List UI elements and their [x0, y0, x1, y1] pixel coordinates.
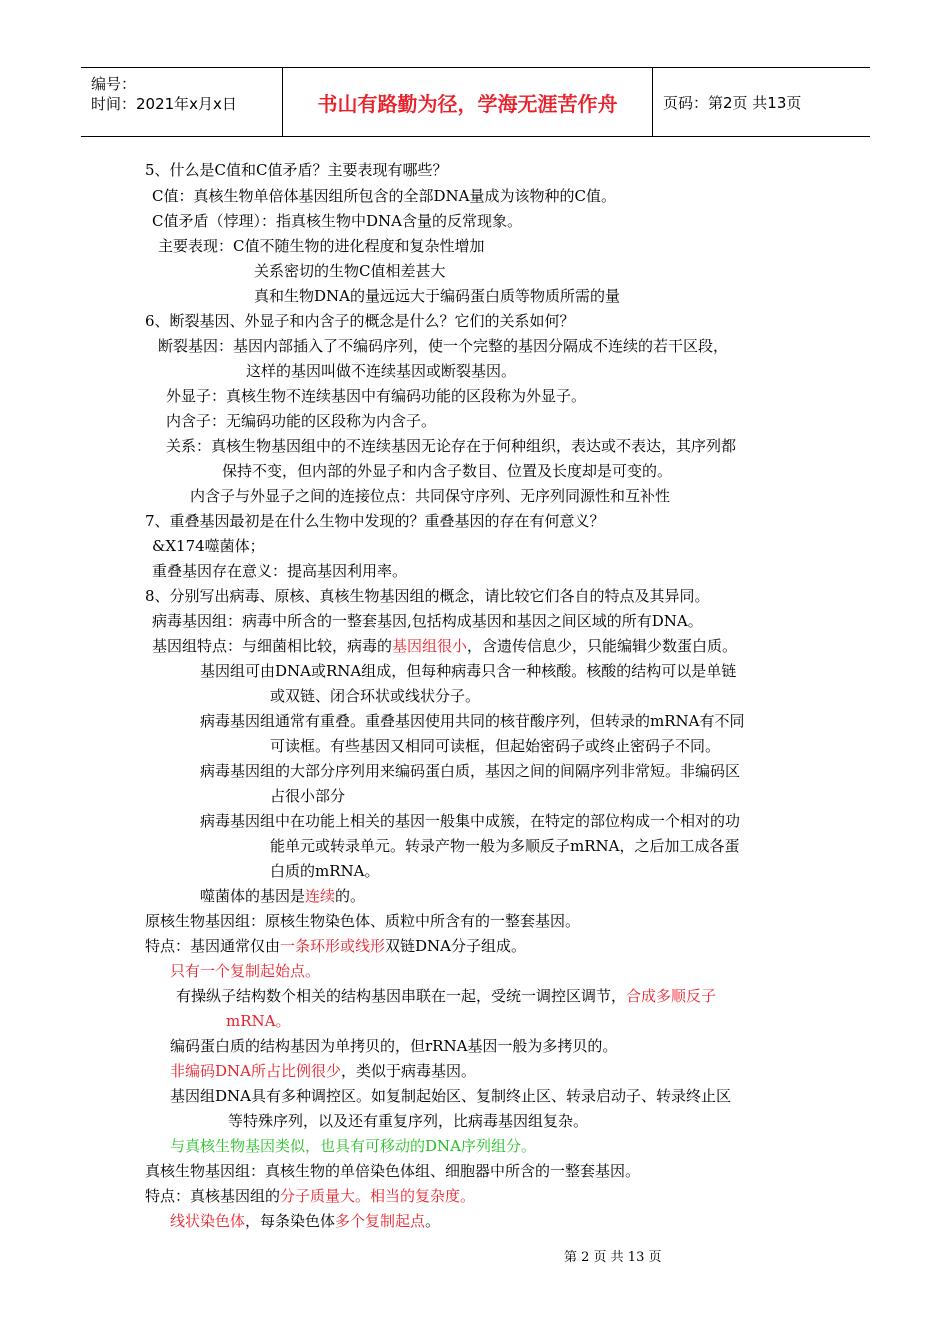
text-run: 7、重叠基因最初是在什么生物中发现的？重叠基因的存在有何意义？ [145, 512, 605, 530]
text-line [152, 611, 703, 631]
text-line [152, 636, 737, 656]
text-line [152, 561, 407, 581]
text-line [170, 1036, 617, 1056]
text-run: 的。 [335, 887, 366, 905]
text-line [222, 461, 672, 481]
text-run: C值：真核生物单倍体基因组所包含的全部DNA量成为该物种的C值。 [152, 187, 616, 205]
text-line [145, 586, 710, 606]
text-run: 特点：基因通常仅由 [145, 937, 281, 955]
text-run: 等特殊序列，以及还有重复序列，比病毒基因组复杂。 [228, 1112, 589, 1130]
text-run: ，含遗传信息少，只能编辑少数蛋白质。 [467, 637, 738, 655]
document-number-label: 编号： [91, 75, 137, 93]
text-run: 基因组DNA具有多种调控区。如复制起始区、复制终止区、转录启动子、转录终止区 [170, 1087, 731, 1105]
text-line [145, 936, 526, 956]
text-run: 外显子：真核生物不连续基因中有编码功能的区段称为外显子。 [166, 387, 587, 405]
text-run: 5、什么是C值和C值矛盾？主要表现有哪些？ [145, 161, 448, 179]
text-line [145, 160, 448, 180]
text-run: 有操纵子结构数个相关的结构基因串联在一起，受统一调控区调节， [176, 987, 627, 1005]
page-header [81, 67, 870, 137]
text-run: 保持不变，但内部的外显子和内含子数目、位置及长度却是可变的。 [222, 462, 673, 480]
text-line [170, 1136, 536, 1156]
text-run: 噬菌体的基因是 [200, 887, 306, 905]
text-run: 基因组可由DNA或RNA组成，但每种病毒只含一种核酸。核酸的结构可以是单链 [200, 662, 737, 680]
text-run: 分子质量大。相当的复杂度。 [280, 1187, 476, 1205]
text-line [166, 436, 736, 456]
text-run: 关系：真核生物基因组中的不连续基因无论存在于何种组织，表达或不表达，其序列都 [166, 437, 737, 455]
text-run: &X174噬菌体； [152, 537, 265, 555]
header-meta [81, 68, 283, 136]
text-run: 双链DNA分子组成。 [385, 937, 527, 955]
text-line [246, 361, 516, 381]
text-line [158, 236, 484, 256]
text-run: 白质的mRNA。 [270, 862, 380, 880]
text-line [166, 411, 436, 431]
header-motto: 书山有路勤为径，学海无涯苦作舟 [283, 68, 653, 136]
text-run: 只有一个复制起始点。 [170, 962, 321, 980]
text-run: 病毒基因组的大部分序列用来编码蛋白质，基因之间的间隔序列非常短。非编码区 [200, 762, 741, 780]
text-run: 关系密切的生物C值相差甚大 [254, 262, 446, 280]
text-line [145, 1186, 475, 1206]
text-run: 线状染色体 [170, 1212, 246, 1230]
text-run: 内含子与外显子之间的连接位点：共同保守序列、无序列同源性和互补性 [190, 487, 671, 505]
text-run: ，每条染色体 [245, 1212, 336, 1230]
text-run: 一条环形或线形 [280, 937, 386, 955]
text-run: 6、断裂基因、外显子和内含子的概念是什么？它们的关系如何？ [145, 312, 575, 330]
text-run: 可读框。有些基因又相同可读框，但起始密码子或终止密码子不同。 [270, 737, 721, 755]
text-line [170, 1086, 731, 1106]
text-line [170, 1061, 476, 1081]
text-line [200, 811, 740, 831]
text-line [170, 1211, 440, 1231]
text-run: 原核生物基因组：原核生物染色体、质粒中所含有的一整套基因。 [145, 912, 581, 930]
text-line [145, 1161, 640, 1181]
text-line [200, 886, 365, 906]
text-run: 病毒基因组通常有重叠。重叠基因使用共同的核苷酸序列，但转录的mRNA有不同 [200, 712, 745, 730]
text-run: 编码蛋白质的结构基因为单拷贝的，但rRNA基因一般为多拷贝的。 [170, 1037, 618, 1055]
text-run: 病毒基因组中在功能上相关的基因一般集中成簇，在特定的部位构成一个相对的功 [200, 812, 741, 830]
text-run: 占很小部分 [270, 787, 346, 805]
text-run: ，类似于病毒基因。 [341, 1062, 477, 1080]
text-run: 主要表现：C值不随生物的进化程度和复杂性增加 [158, 237, 485, 255]
text-line [270, 686, 480, 706]
text-run: 断裂基因：基因内部插入了不编码序列，使一个完整的基因分隔成不连续的若干区段， [158, 337, 729, 355]
text-line [226, 1011, 290, 1031]
text-line [254, 261, 445, 281]
text-run: 内含子：无编码功能的区段称为内含子。 [166, 412, 437, 430]
text-run: 基因组特点：与细菌相比较，病毒的 [152, 637, 393, 655]
text-run: 非编码DNA所占比例很少 [170, 1062, 341, 1080]
text-line [145, 911, 580, 931]
text-run: 或双链、闭合环状或线状分子。 [270, 687, 481, 705]
text-line [152, 186, 616, 206]
text-line [200, 761, 740, 781]
text-run: 这样的基因叫做不连续基因或断裂基因。 [246, 362, 517, 380]
text-line [270, 736, 720, 756]
text-line [270, 836, 739, 856]
text-line [270, 786, 345, 806]
text-line [166, 386, 586, 406]
text-line [145, 311, 575, 331]
text-run: 真核生物基因组：真核生物的单倍染色体组、细胞器中所含的一整套基因。 [145, 1162, 641, 1180]
header-page-info: 页码：第2页 共13页 [663, 93, 802, 112]
text-line [170, 961, 320, 981]
text-line [200, 661, 736, 681]
text-line [152, 536, 265, 556]
text-run: 真和生物DNA的量远远大于编码蛋白质等物质所需的量 [254, 287, 620, 305]
text-run: 8、分别写出病毒、原核、真核生物基因组的概念，请比较它们各自的特点及其异同。 [145, 587, 710, 605]
text-run: 多个复制起点 [335, 1212, 426, 1230]
text-run: 特点：真核基因组的 [145, 1187, 281, 1205]
text-run: 连续 [305, 887, 336, 905]
text-run: 能单元或转录单元。转录产物一般为多顺反子mRNA，之后加工成各蛋 [270, 837, 740, 855]
text-line [228, 1111, 588, 1131]
text-run: 合成多顺反子 [626, 987, 717, 1005]
document-date: 时间：2021年x月x日 [91, 95, 237, 113]
page-footer: 第 2 页 共 13 页 [564, 1250, 662, 1265]
text-run: 病毒基因组：病毒中所含的一整套基因,包括构成基因和基因之间区域的所有DNA。 [152, 612, 703, 630]
text-line [270, 861, 379, 881]
text-run: 与真核生物基因类似，也具有可移动的DNA序列组分。 [170, 1137, 536, 1155]
text-line [254, 286, 620, 306]
text-line [176, 986, 716, 1006]
text-line [152, 211, 522, 231]
text-run: mRNA。 [226, 1012, 291, 1030]
text-line [190, 486, 670, 506]
text-run: C值矛盾（悖理）：指真核生物中DNA含量的反常现象。 [152, 212, 522, 230]
text-run: 重叠基因存在意义：提高基因利用率。 [152, 562, 408, 580]
text-line [158, 336, 728, 356]
text-run: 基因组很小 [392, 637, 468, 655]
text-run: 。 [425, 1212, 441, 1230]
text-line [200, 711, 744, 731]
text-line [145, 511, 605, 531]
